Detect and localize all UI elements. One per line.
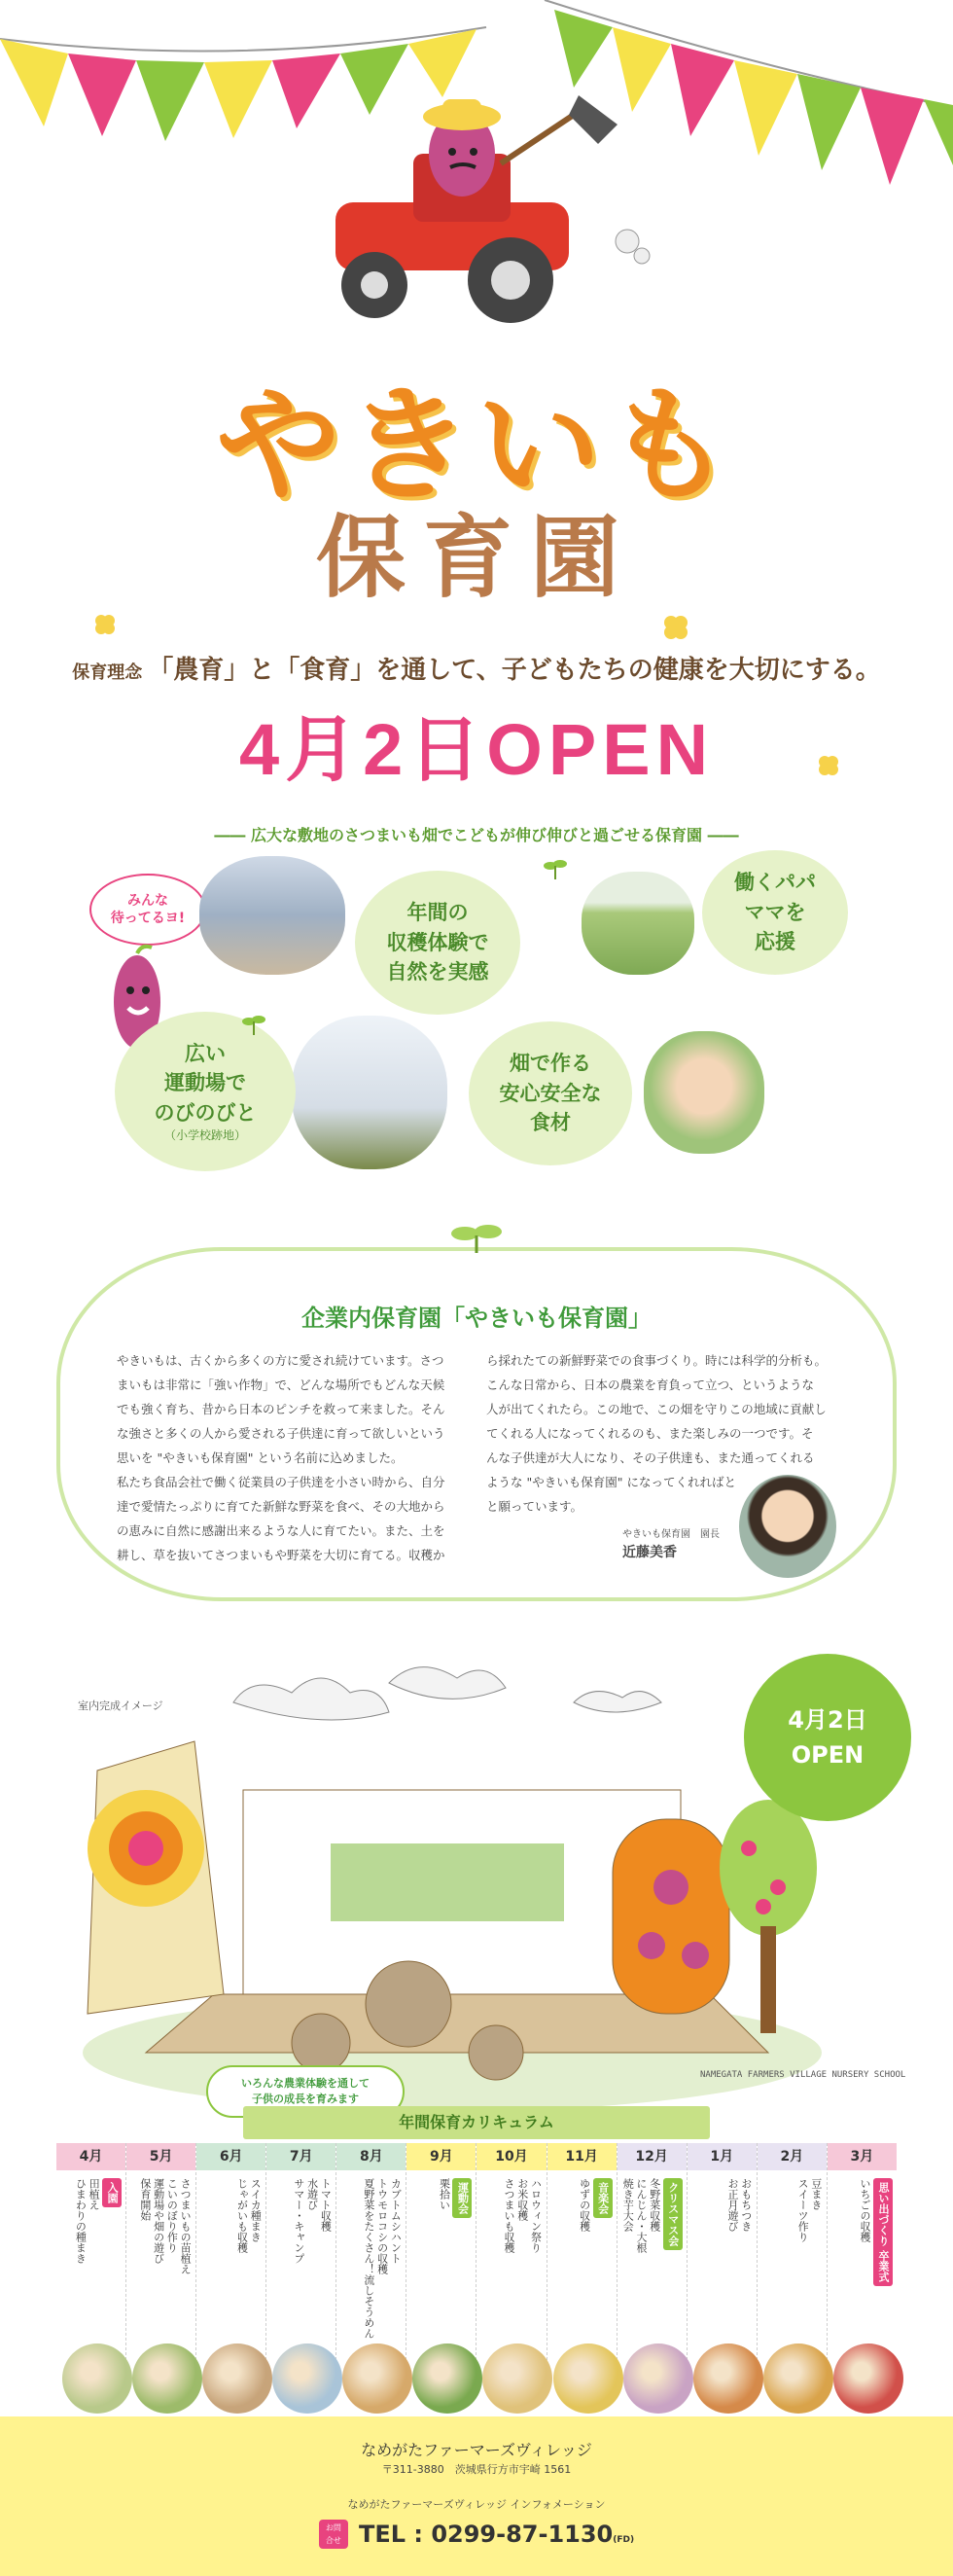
message-line: の恵みに自然に感謝出来るような人に育てたい。また、土を [117,1523,445,1538]
month-photo [833,2343,903,2414]
child-climbing-photo [292,1016,447,1169]
message-line: 達で愛情たっぷりに育てた新鮮な野菜を食べ、その大地から [117,1499,445,1514]
message-line: やきいもは、古くから多くの方に愛され続けています。さつ [117,1353,444,1368]
month-photo [623,2343,693,2414]
open-badge-date: 4月2日 [788,1706,867,1734]
features-heading: ―― 広大な敷地のさつまいも畑でこどもが伸び伸びと過ごせる保育園 ―― [214,826,739,844]
rice-field-photo [582,872,694,975]
signature-role: やきいも保育園 園長 [622,1529,720,1540]
month-column [828,2143,897,2394]
month-column [758,2143,828,2394]
month-column [126,2143,196,2394]
message-line: ような "やきいも保育園" になってくれればと [486,1475,736,1489]
tractor-mascot-icon [306,95,656,329]
feature-food [469,1021,632,1165]
month-body [758,2170,827,2394]
phone-number-text: TEL : 0299-87-1130 [358,2521,614,2548]
phone-number[interactable] [359,2521,634,2548]
month-event-tag: クリスマス会 [663,2178,683,2250]
month-photo [553,2343,623,2414]
month-label: 10月 [476,2143,546,2170]
feature-playground-note: （小学校跡地） [163,1127,246,1142]
footer-tel-row [0,2520,953,2549]
clover-icon [817,754,840,777]
open-badge [744,1654,911,1821]
title-sub: 保育園 [315,505,637,610]
feature-parents [702,850,848,975]
principal-portrait [739,1475,836,1578]
month-activities: ハロウィン祭り お米収穫 さつまいも収穫 [503,2178,543,2253]
mascot-speech-bubble: みんな 待ってるヨ! [89,874,206,946]
phone-fd-suffix: (FD) [613,2535,635,2545]
month-column [618,2143,688,2394]
message-line: んな子供達が大人になり、その子供達も、また通ってくれる [486,1450,815,1465]
month-label: 8月 [336,2143,406,2170]
month-photo [763,2343,833,2414]
month-event-tag: 入園 [102,2178,122,2207]
illustration-caption: 室内完成イメージ [78,1699,163,1712]
school-building-photo [199,856,345,975]
feature-parents-text: 働くパパ ママを 応援 [734,871,816,954]
message-column-1 [117,1348,467,1567]
tagline-label: 保育理念 [72,662,143,683]
message-line: な強さと多くの人から愛される子供達に育って欲しいという [117,1426,445,1441]
month-body [196,2170,265,2394]
month-label: 6月 [196,2143,265,2170]
month-activities: トマト収穫 水遊び サマー・キャンプ [292,2178,333,2264]
month-photo [412,2343,482,2414]
contact-badge: お問 合せ [319,2520,348,2549]
month-activities: 田植え ひまわりの種まき [74,2178,101,2264]
curriculum-title: 年間保育カリキュラム [243,2106,710,2139]
month-label: 4月 [56,2143,125,2170]
month-activities: おもちつき お正月遊び [726,2178,753,2232]
month-photo [132,2343,202,2414]
clover-icon [93,613,117,636]
month-label: 3月 [828,2143,897,2170]
month-column [406,2143,476,2394]
month-label: 1月 [688,2143,757,2170]
month-activities: 冬野菜収穫 にんじん・大根 焼き芋大会 [621,2178,661,2253]
feature-food-text: 畑で作る 安心安全な 食材 [499,1052,602,1135]
month-column [196,2143,266,2394]
tagline [0,650,953,686]
message-line: 耕し、草を抜いてさつまいもや野菜を大切に育てる。収穫か [117,1548,445,1562]
message-line: 私たち食品会社で働く従業員の子供達を小さい時から、自分 [117,1475,445,1489]
signature [622,1525,720,1561]
month-body [688,2170,757,2394]
month-column [56,2143,126,2394]
footer-name: なめがたファーマーズヴィレッジ [361,2441,592,2459]
month-photo [272,2343,342,2414]
month-label: 12月 [618,2143,687,2170]
month-activities: さつまいもの苗植え こいのぼり作り 運動場や畑の遊び 保育開始 [138,2178,193,2274]
sprout-icon [449,1216,504,1255]
month-label: 7月 [266,2143,335,2170]
month-body [406,2170,476,2394]
month-photo [482,2343,552,2414]
month-activities: いちごの収穫 [858,2178,871,2242]
month-column [688,2143,758,2394]
month-event-tag: 運動会 [452,2178,472,2218]
feature-playground [115,1012,296,1171]
tagline-text: 「農育」と「食育」を通して、子どもたちの健康を大切にする。 [148,656,881,685]
month-body [547,2170,617,2394]
footer-info: なめがたファーマーズヴィレッジ インフォメーション [347,2498,606,2511]
month-activities: ゆずの収穫 [578,2178,591,2232]
signature-name: 近藤美香 [622,1545,677,1560]
message-line: こんな日常から、日本の農業を育負って立つ、というような [486,1377,815,1392]
month-body [336,2170,406,2394]
child-smiling-photo [644,1031,764,1154]
message-line: と願っています。 [486,1499,583,1514]
message-line: まいもは非常に「強い作物」で、どんな場所でもどんな天候 [117,1377,445,1392]
month-body [56,2170,125,2394]
month-activities: スイカ種まき じゃがいも収穫 [235,2178,263,2253]
message-line: 思いを "やきいも保育園" という名前に込めました。 [117,1450,404,1465]
curriculum-bubble: いろんな農業体験を通して 子供の成長を育みます [206,2065,405,2118]
open-badge-text: OPEN [791,1741,865,1769]
title-main: やきいも [215,374,737,519]
footer-address: 〒311-3880 茨城県行方市宇崎 1561 [381,2463,572,2476]
month-photo [202,2343,272,2414]
open-date: 4月2日OPEN [238,709,715,790]
month-photo [342,2343,412,2414]
month-column [476,2143,547,2394]
month-body [828,2170,897,2394]
month-body [618,2170,687,2394]
message-line: でも強く育ち、昔から日本のピンチを救って来ました。そん [117,1402,445,1416]
month-body [266,2170,335,2394]
message-title: 企業内保育園「やきいも保育園」 [301,1305,652,1332]
month-column [266,2143,336,2394]
month-activities: 豆まき スイーツ作り [796,2178,823,2242]
month-body [476,2170,546,2394]
month-column [336,2143,406,2394]
month-photo [62,2343,132,2414]
message-line: 人が出てくれたら。この地で、この畑を守りこの地域に貢献し [486,1402,827,1416]
month-column [547,2143,618,2394]
feature-playground-text: 広い 運動場で のびのびと [154,1041,257,1125]
curriculum-table [56,2143,897,2394]
month-activities: カブトムシハント トウモロコシの収穫 夏野菜をたくさん！流しそうめん [362,2178,403,2339]
month-label: 9月 [406,2143,476,2170]
month-label: 11月 [547,2143,617,2170]
month-activities: 栗拾い [438,2178,451,2210]
month-body [126,2170,195,2394]
message-line: ら採れたての新鮮野菜での食事づくり。時には科学的分析も。 [486,1353,828,1368]
feature-harvest-text: 年間の 収穫体験で 自然を実感 [386,901,489,984]
clover-icon [661,613,690,642]
message-line: てくれる人になってくれるのも、また楽しみの一つです。そ [486,1426,814,1441]
sprout-icon [543,856,568,881]
sprout-icon [241,1012,266,1037]
month-event-tag: 音楽会 [593,2178,613,2218]
month-photo [693,2343,763,2414]
month-event-tag: 思い出づくり 卒業式 [873,2178,893,2286]
feature-harvest [355,871,520,1015]
month-label: 5月 [126,2143,195,2170]
month-label: 2月 [758,2143,827,2170]
illustration-sketch-note: NAMEGATA FARMERS VILLAGE NURSERY SCHOOL [700,2070,906,2080]
nursery-interior-illustration [68,1644,906,2101]
